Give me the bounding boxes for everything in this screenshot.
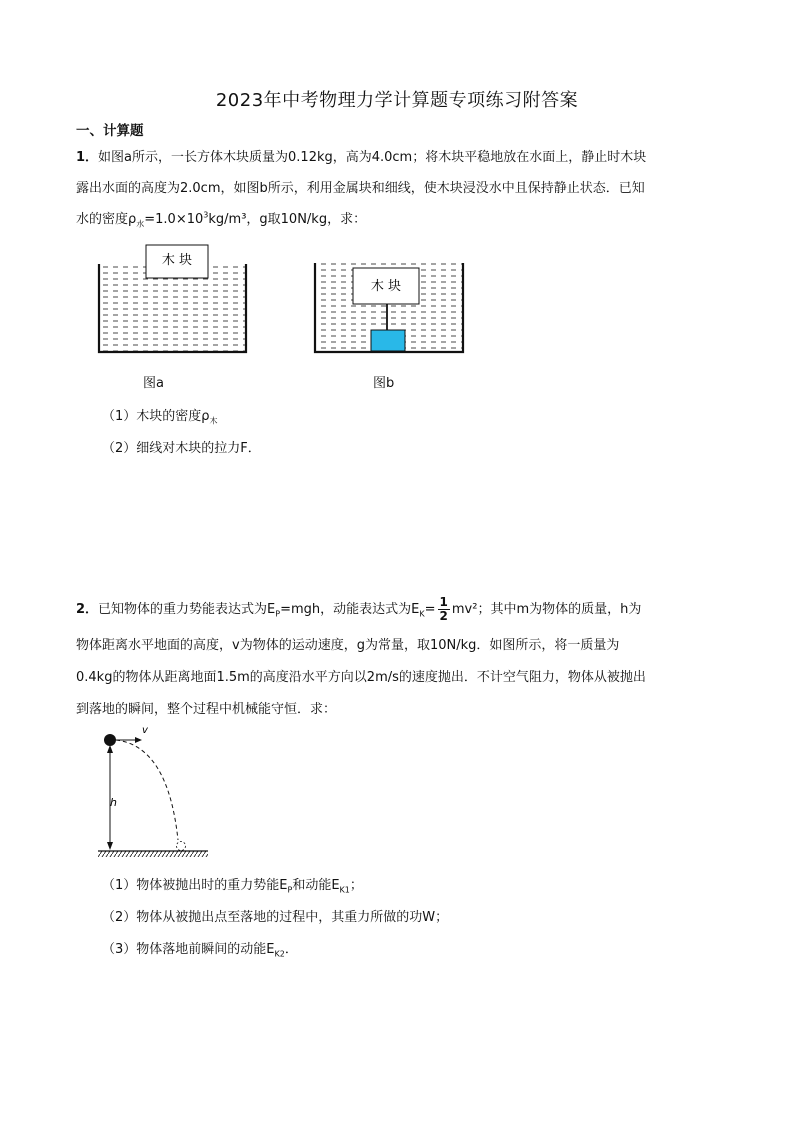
velocity-arrow-head (135, 737, 142, 743)
q1-text-1: 如图a所示，一长方体木块质量为0.12kg，高为4.0cm；将木块平稳地放在水面上，静止时木块 (98, 150, 647, 165)
height-arrow-up (107, 745, 113, 753)
q1-density-value: =1.0×10 (144, 212, 204, 227)
q2-text-1c: = (424, 602, 436, 617)
metal-block (371, 330, 405, 351)
q2-line2: 物体距离水平地面的高度，v为物体的运动速度，g为常量，取10N/kg．如图所示，将一质量为 (76, 638, 620, 653)
q2-text-1b: =mgh，动能表达式为E (280, 602, 420, 617)
section-heading: 一、计算题 (76, 123, 144, 139)
q1-sub1 (102, 405, 218, 427)
q1-line1 (76, 146, 646, 165)
q1-sub2: （2）细线对木块的拉力F． (102, 441, 261, 456)
q2-sub1-text-c: ； (349, 878, 363, 893)
figure-a (92, 240, 254, 360)
q1-density-label: 水的密度ρ (76, 212, 137, 227)
velocity-label: v (142, 725, 148, 736)
q1-density-exp: 3 (203, 210, 209, 220)
q1-line3 (76, 208, 366, 230)
page-title: 2023年中考物理力学计算题专项练习附答案 (215, 90, 579, 111)
fraction-denominator: 2 (439, 609, 448, 623)
q2-sub3-text-b: ． (284, 942, 298, 957)
q2-sub3-text-a: （3）物体落地前瞬间的动能E (102, 942, 275, 957)
q1-line2: 露出水面的高度为2.0cm，如图b所示，利用金属块和细线，使木块浸没水中且保持静止状态．已知 (76, 181, 645, 196)
q2-sub3-ek2-sub: K2 (274, 949, 285, 959)
trajectory-path (116, 740, 178, 840)
q2-line3: 0.4kg的物体从距离地面1.5m的高度沿水平方向以2m/s的速度抛出．不计空气阻力，物体从被抛出 (76, 670, 646, 685)
ball-landing (177, 842, 186, 851)
q2-sub1 (102, 874, 363, 895)
wood-block-b-label: 木 块 (370, 279, 402, 294)
caption-a: 图a (143, 376, 164, 391)
q2-ek-sub: K (419, 609, 425, 619)
q1-density-unit: kg/m³，g取10N/kg，求： (208, 212, 367, 227)
q2-sub1-ep-sub: P (287, 885, 293, 895)
wood-block-a-label: 木 块 (161, 253, 193, 268)
q2-sub1-text-b: 和动能E (292, 878, 340, 893)
q2-sub2: （2）物体从被抛出点至落地的过程中，其重力所做的功W； (102, 910, 449, 925)
q2-sub3 (102, 938, 298, 959)
height-label: h (110, 796, 117, 809)
fraction-numerator: 1 (439, 595, 448, 609)
half-fraction (438, 596, 450, 623)
q2-number: 2． (76, 602, 99, 617)
q2-line4: 到落地的瞬间，整个过程中机械能守恒．求： (76, 702, 337, 717)
ball-start (104, 734, 116, 746)
projectile-figure (96, 722, 212, 860)
q2-text-1d: mv²；其中m为物体的质量，h为 (451, 602, 642, 617)
q2-sub1-ek1-sub: K1 (339, 885, 350, 895)
q1-sub1-text: （1）木块的密度ρ (102, 409, 210, 424)
figure-b (310, 255, 472, 360)
q2-line1 (76, 596, 641, 623)
q2-sub1-text-a: （1）物体被抛出时的重力势能E (102, 878, 288, 893)
height-arrow-down (107, 842, 113, 850)
q1-number: 1． (76, 150, 99, 165)
q2-ep-sub: P (275, 609, 281, 619)
caption-b: 图b (373, 376, 395, 391)
ground-hatch (98, 851, 208, 857)
q2-text-1a: 已知物体的重力势能表达式为E (98, 602, 276, 617)
q1-density-sub: 水 (136, 219, 145, 229)
q1-sub1-sub: 木 (209, 416, 218, 426)
